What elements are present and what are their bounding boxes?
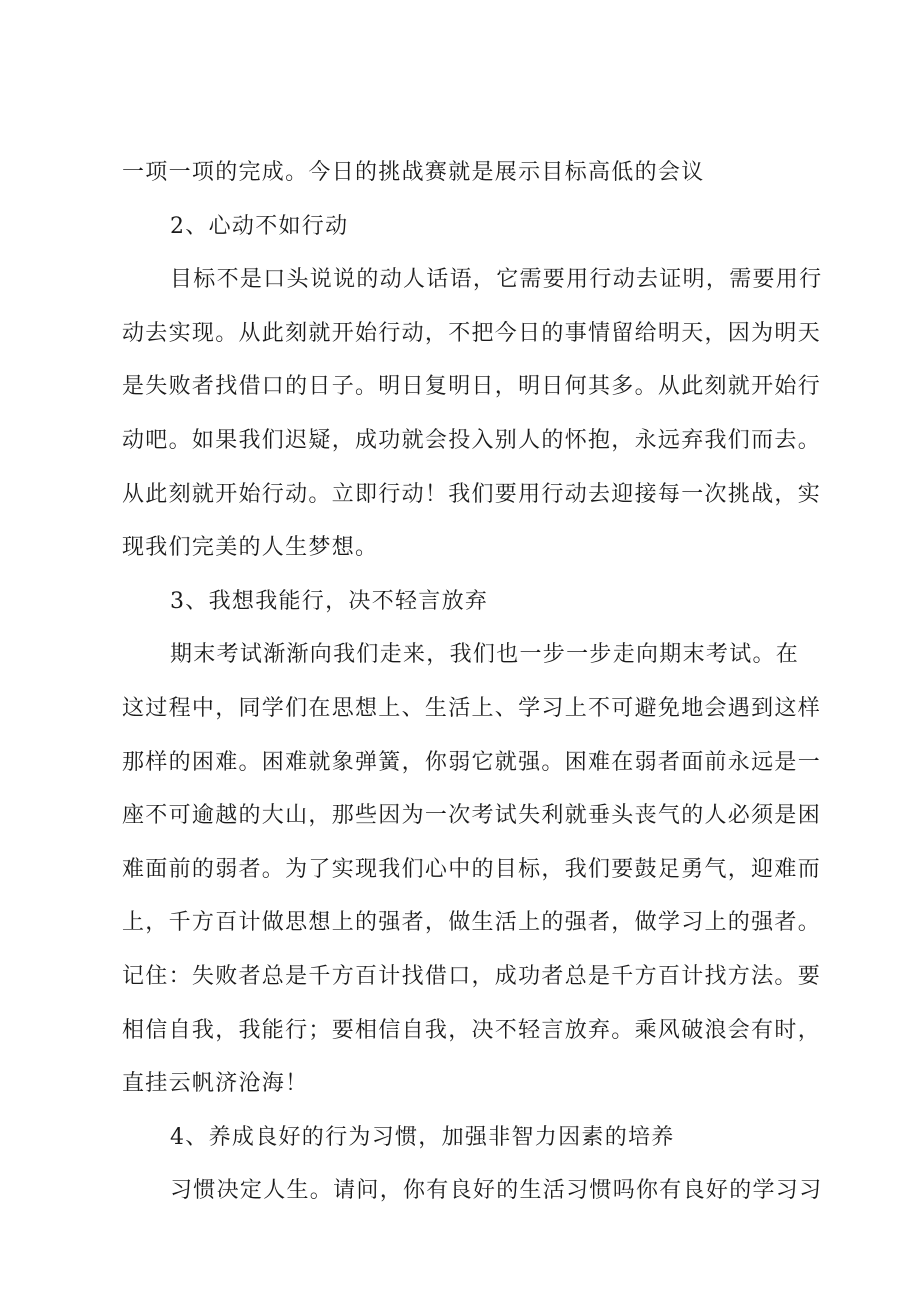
text-line: 目标不是口头说说的动人话语，它需要用行动去证明，需要用行 <box>170 267 823 293</box>
section-heading: 4、养成良好的行为习惯，加强非智力因素的培养 <box>170 1124 675 1150</box>
document-body <box>122 146 822 1218</box>
text-line: 是失败者找借口的日子。明日复明日，明日何其多。从此刻就开始行 <box>122 374 822 400</box>
text-line: 直挂云帆济沧海！ <box>122 1071 309 1097</box>
text-line: 这过程中，同学们在思想上、生活上、学习上不可避免地会遇到这样 <box>122 695 822 721</box>
text-line: 一项一项的完成。今日的挑战赛就是展示目标高低的会议 <box>122 160 705 185</box>
section-heading: 3、我想我能行，决不轻言放弃 <box>170 588 489 614</box>
text-line: 动去实现。从此刻就开始行动，不把今日的事情留给明天，因为明天 <box>122 320 822 346</box>
text-line: 记住：失败者总是千方百计找借口，成功者总是千方百计找方法。要 <box>122 963 822 989</box>
text-line: 习惯决定人生。请问，你有良好的生活习惯吗你有良好的学习习 <box>170 1178 823 1204</box>
text-line: 从此刻就开始行动。立即行动！我们要用行动去迎接每一次挑战，实 <box>122 481 822 507</box>
text-line: 期末考试渐渐向我们走来，我们也一步一步走向期末考试。在 <box>170 642 800 668</box>
text-line: 动吧。如果我们迟疑，成功就会投入别人的怀抱，永远弃我们而去。 <box>122 427 822 453</box>
text-line: 难面前的弱者。为了实现我们心中的目标，我们要鼓足勇气，迎难而 <box>122 856 822 882</box>
section-heading: 2、心动不如行动 <box>170 213 349 239</box>
text-line: 上，千方百计做思想上的强者，做生活上的强者，做学习上的强者。 <box>122 910 822 936</box>
text-line: 相信自我，我能行；要相信自我，决不轻言放弃。乘风破浪会有时， <box>122 1017 822 1043</box>
text-line: 现我们完美的人生梦想。 <box>122 535 379 561</box>
text-line: 座不可逾越的大山，那些因为一次考试失利就垂头丧气的人必须是困 <box>122 803 822 829</box>
text-line: 那样的困难。困难就象弹簧，你弱它就强。困难在弱者面前永远是一 <box>122 749 822 775</box>
